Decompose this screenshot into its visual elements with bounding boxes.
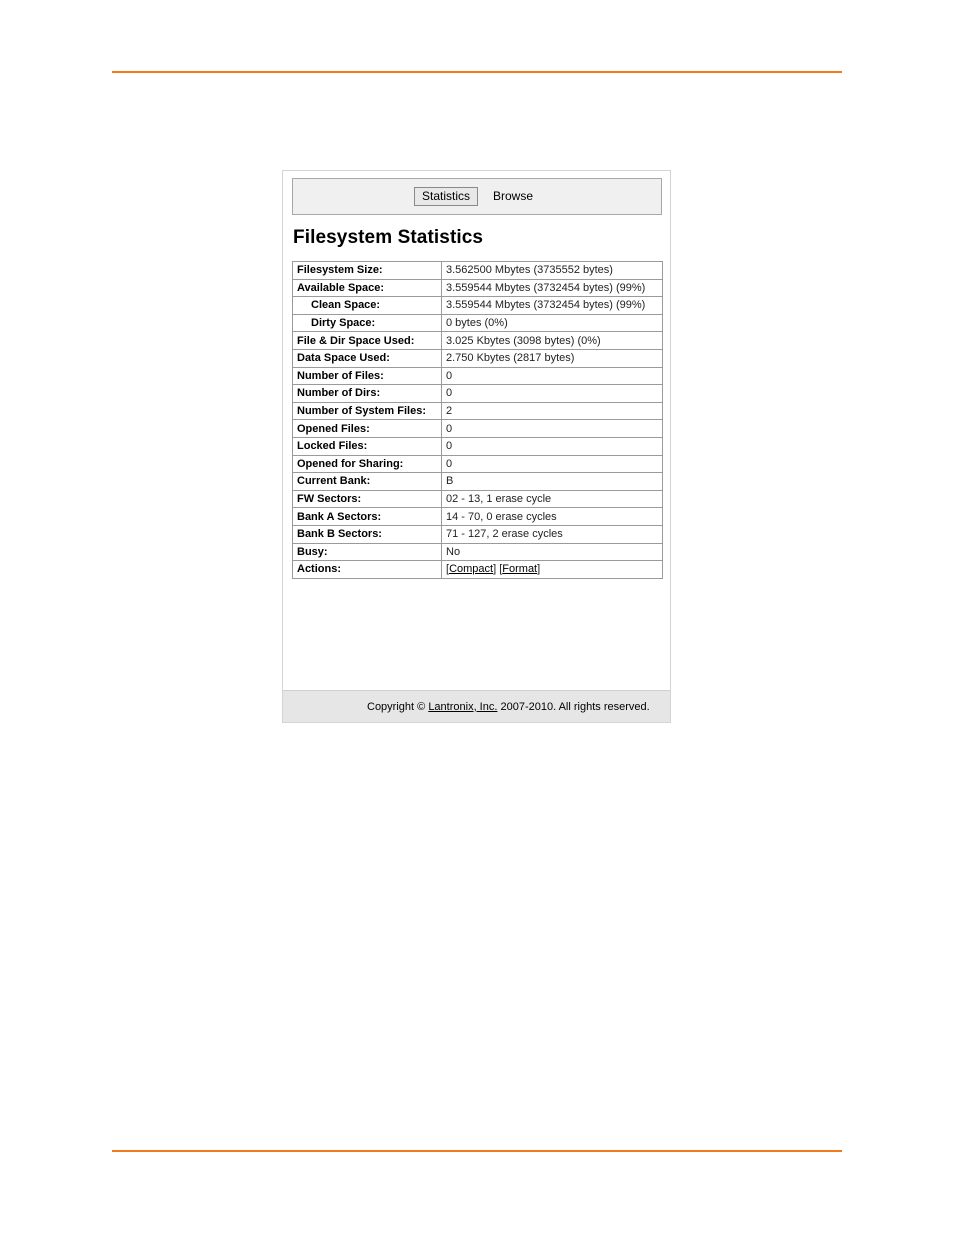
row-label: Filesystem Size: [293,262,442,280]
row-label: Actions: [293,561,442,579]
footer [283,690,670,722]
lantronix-link[interactable]: Lantronix, Inc. [428,700,498,713]
row-value: 3.559544 Mbytes (3732454 bytes) (99%) [442,279,663,297]
bracket-close: ] [493,563,497,576]
table-row [293,402,663,420]
row-label: Opened for Sharing: [293,455,442,473]
table-row [293,490,663,508]
row-label: Bank A Sectors: [293,508,442,526]
tab-browse[interactable]: Browse [493,189,534,203]
row-value: 02 - 13, 1 erase cycle [442,490,663,508]
table-row [293,508,663,526]
tab-bar [292,178,662,215]
table-row [293,473,663,491]
row-value: 0 [442,385,663,403]
row-label: Number of System Files: [293,402,442,420]
row-label: Dirty Space: [293,314,442,332]
row-label: Clean Space: [293,297,442,315]
row-label: Locked Files: [293,437,442,455]
row-label: Number of Files: [293,367,442,385]
filesystem-page [282,170,671,723]
row-value: 3.025 Kbytes (3098 bytes) (0%) [442,332,663,350]
footer-rule [112,1150,842,1152]
row-label: Data Space Used: [293,349,442,367]
row-label: Current Bank: [293,473,442,491]
row-value: B [442,473,663,491]
table-row [293,543,663,561]
actions-cell [442,561,663,579]
row-value: 2 [442,402,663,420]
bracket-close: ] [537,563,541,576]
table-row [293,262,663,280]
table-row [293,455,663,473]
row-value: No [442,543,663,561]
table-row [293,349,663,367]
table-row [293,437,663,455]
row-value: 2.750 Kbytes (2817 bytes) [442,349,663,367]
row-label: Number of Dirs: [293,385,442,403]
table-row [293,314,663,332]
format-link[interactable]: Format [502,563,538,576]
actions-row [293,561,663,579]
bracket-open: [ [446,563,450,576]
page-title: Filesystem Statistics [293,227,484,248]
row-value: 0 [442,420,663,438]
row-value: 0 [442,367,663,385]
row-value: 71 - 127, 2 erase cycles [442,525,663,543]
row-label: FW Sectors: [293,490,442,508]
row-label: File & Dir Space Used: [293,332,442,350]
table-row [293,385,663,403]
header-rule [112,71,842,73]
row-value: 3.559544 Mbytes (3732454 bytes) (99%) [442,297,663,315]
row-label: Available Space: [293,279,442,297]
stats-table [292,261,663,579]
row-value: 0 [442,437,663,455]
table-row [293,279,663,297]
tab-statistics[interactable]: Statistics [414,187,478,206]
table-row [293,525,663,543]
row-value: 3.562500 Mbytes (3735552 bytes) [442,262,663,280]
row-value: 14 - 70, 0 erase cycles [442,508,663,526]
row-label: Bank B Sectors: [293,525,442,543]
table-row [293,297,663,315]
table-row [293,420,663,438]
copyright-suffix: 2007-2010. All rights reserved. [500,700,650,713]
compact-link[interactable]: Compact [449,563,494,576]
table-row [293,367,663,385]
row-value: 0 [442,455,663,473]
row-value: 0 bytes (0%) [442,314,663,332]
bracket-open: [ [499,563,503,576]
copyright-prefix: Copyright © [367,700,426,713]
table-row [293,332,663,350]
row-label: Opened Files: [293,420,442,438]
row-label: Busy: [293,543,442,561]
